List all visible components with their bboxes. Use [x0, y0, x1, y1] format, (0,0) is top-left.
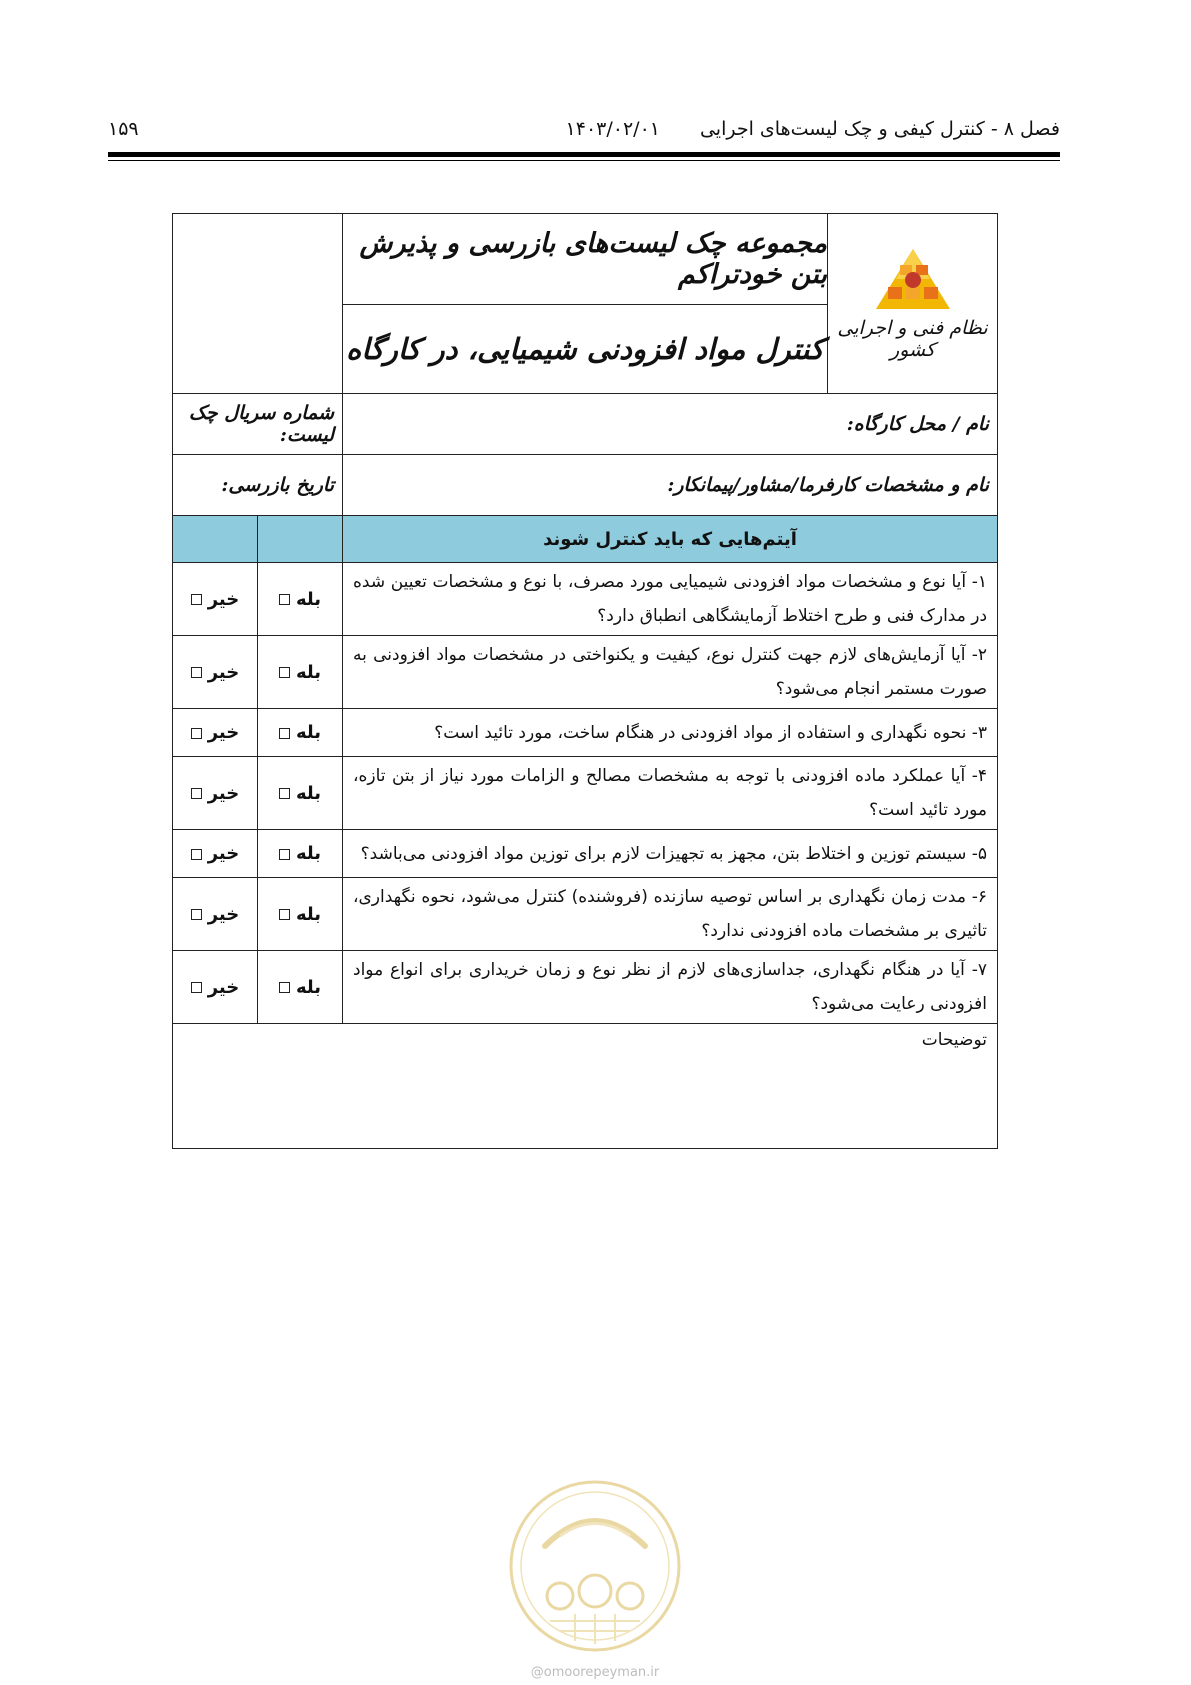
no-option[interactable] [173, 878, 258, 951]
inspection-date-field[interactable]: تاریخ بازرسی: [173, 455, 343, 516]
yes-column-header [258, 516, 343, 563]
no-label: خیر [207, 661, 240, 683]
no-label: خیر [207, 976, 240, 998]
no-option[interactable] [173, 563, 258, 636]
no-label: خیر [207, 843, 240, 864]
item-text: ۴- آیا عملکرد ماده افزودنی با توجه به مشخصات مصالح و الزامات مورد نیاز از بتن تازه، مورد تائید است؟ [343, 757, 998, 830]
item-row [173, 757, 998, 830]
yes-option[interactable] [258, 563, 343, 636]
item-row [173, 878, 998, 951]
no-checkbox[interactable] [191, 909, 202, 920]
notes-label: توضیحات [921, 1030, 988, 1050]
logo-text: نظام فنی و اجرایی کشور [837, 316, 988, 361]
yes-option[interactable] [258, 951, 343, 1024]
yes-label: بله [295, 722, 322, 743]
item-text: ۵- سیستم توزین و اختلاط بتن، مجهز به تجهیزات لازم برای توزین مواد افزودنی می‌باشد؟ [343, 830, 998, 878]
no-label: خیر [207, 782, 240, 804]
item-row [173, 951, 998, 1024]
checklist-table [172, 213, 998, 1149]
yes-option[interactable] [258, 709, 343, 757]
yes-label: بله [295, 782, 322, 804]
yes-checkbox[interactable] [279, 594, 290, 605]
chapter-title: فصل ۸ - کنترل کیفی و چک لیست‌های اجرایی [699, 118, 1060, 140]
yes-label: بله [295, 588, 322, 610]
no-label: خیر [207, 588, 240, 610]
notes-field[interactable] [173, 1024, 998, 1149]
page-header [108, 118, 1060, 148]
header-rule-thin [108, 160, 1060, 161]
item-row [173, 830, 998, 878]
no-label: خیر [207, 722, 240, 743]
no-checkbox[interactable] [191, 982, 202, 993]
item-row [173, 709, 998, 757]
watermark-site: @omoorepeyman.ir [530, 1665, 660, 1680]
yes-label: بله [295, 843, 322, 864]
no-column-header [173, 516, 258, 563]
item-row [173, 636, 998, 709]
items-header-row [173, 516, 998, 563]
no-option[interactable] [173, 636, 258, 709]
no-option[interactable] [173, 830, 258, 878]
no-option[interactable] [173, 709, 258, 757]
yes-option[interactable] [258, 636, 343, 709]
item-row [173, 563, 998, 636]
yes-option[interactable] [258, 757, 343, 830]
yes-checkbox[interactable] [279, 982, 290, 993]
yes-checkbox[interactable] [279, 788, 290, 799]
no-checkbox[interactable] [191, 728, 202, 739]
info-row-site [173, 394, 998, 455]
site-field[interactable]: نام / محل کارگاه: [343, 394, 998, 455]
no-checkbox[interactable] [191, 788, 202, 799]
organization-logo-icon [874, 247, 952, 311]
yes-option[interactable] [258, 830, 343, 878]
checklist-series-title: مجموعه چک لیست‌های بازرسی و پذیرش بتن خودتراکم [343, 214, 827, 305]
item-text: ۳- نحوه نگهداری و استفاده از مواد افزودنی در هنگام ساخت، مورد تائید است؟ [343, 709, 998, 757]
yes-checkbox[interactable] [279, 667, 290, 678]
title-cell [343, 214, 828, 394]
item-text: ۱- آیا نوع و مشخصات مواد افزودنی شیمیایی مورد مصرف، با نوع و مشخصات تعیین شده در مدارک فنی و طرح اختلاط آزمایشگاهی انطباق دارد؟ [343, 563, 998, 636]
no-option[interactable] [173, 951, 258, 1024]
yes-label: بله [295, 661, 322, 683]
yes-label: بله [295, 903, 322, 925]
title-row [173, 214, 998, 394]
page-number: ۱۵۹ [108, 118, 139, 140]
logo-cell [828, 214, 998, 394]
header-date: ۱۴۰۳/۰۲/۰۱ [565, 118, 660, 140]
checklist-title: کنترل مواد افزودنی شیمیایی، در کارگاه [346, 332, 824, 366]
empty-corner-cell [173, 214, 343, 394]
no-label: خیر [207, 903, 240, 925]
yes-option[interactable] [258, 878, 343, 951]
no-checkbox[interactable] [191, 667, 202, 678]
notes-row [173, 1024, 998, 1149]
parties-field[interactable]: نام و مشخصات کارفرما/مشاور/پیمانکار: [343, 455, 998, 516]
item-text: ۲- آیا آزمایش‌های لازم جهت کنترل نوع، کیفیت و یکنواختی در مشخصات مواد افزودنی به صورت مستمر انجام می‌شود؟ [343, 636, 998, 709]
no-checkbox[interactable] [191, 594, 202, 605]
info-row-parties [173, 455, 998, 516]
no-checkbox[interactable] [191, 849, 202, 860]
yes-checkbox[interactable] [279, 849, 290, 860]
serial-field[interactable]: شماره سریال چک لیست: [173, 394, 343, 455]
no-option[interactable] [173, 757, 258, 830]
item-text: ۷- آیا در هنگام نگهداری، جداسازی‌های لازم از نظر نوع و زمان خریداری برای انواع مواد افزودنی رعایت می‌شود؟ [343, 951, 998, 1024]
item-text: ۶- مدت زمان نگهداری بر اساس توصیه سازنده (فروشنده) کنترل می‌شود، نحوه نگهداری، تاثیری بر مشخصات ماده افزودنی ندارد؟ [343, 878, 998, 951]
yes-checkbox[interactable] [279, 728, 290, 739]
items-header: آیتم‌هایی که باید کنترل شوند [343, 516, 998, 563]
header-rule [108, 152, 1060, 157]
watermark-seal-icon [505, 1476, 685, 1656]
yes-label: بله [295, 976, 322, 998]
yes-checkbox[interactable] [279, 909, 290, 920]
